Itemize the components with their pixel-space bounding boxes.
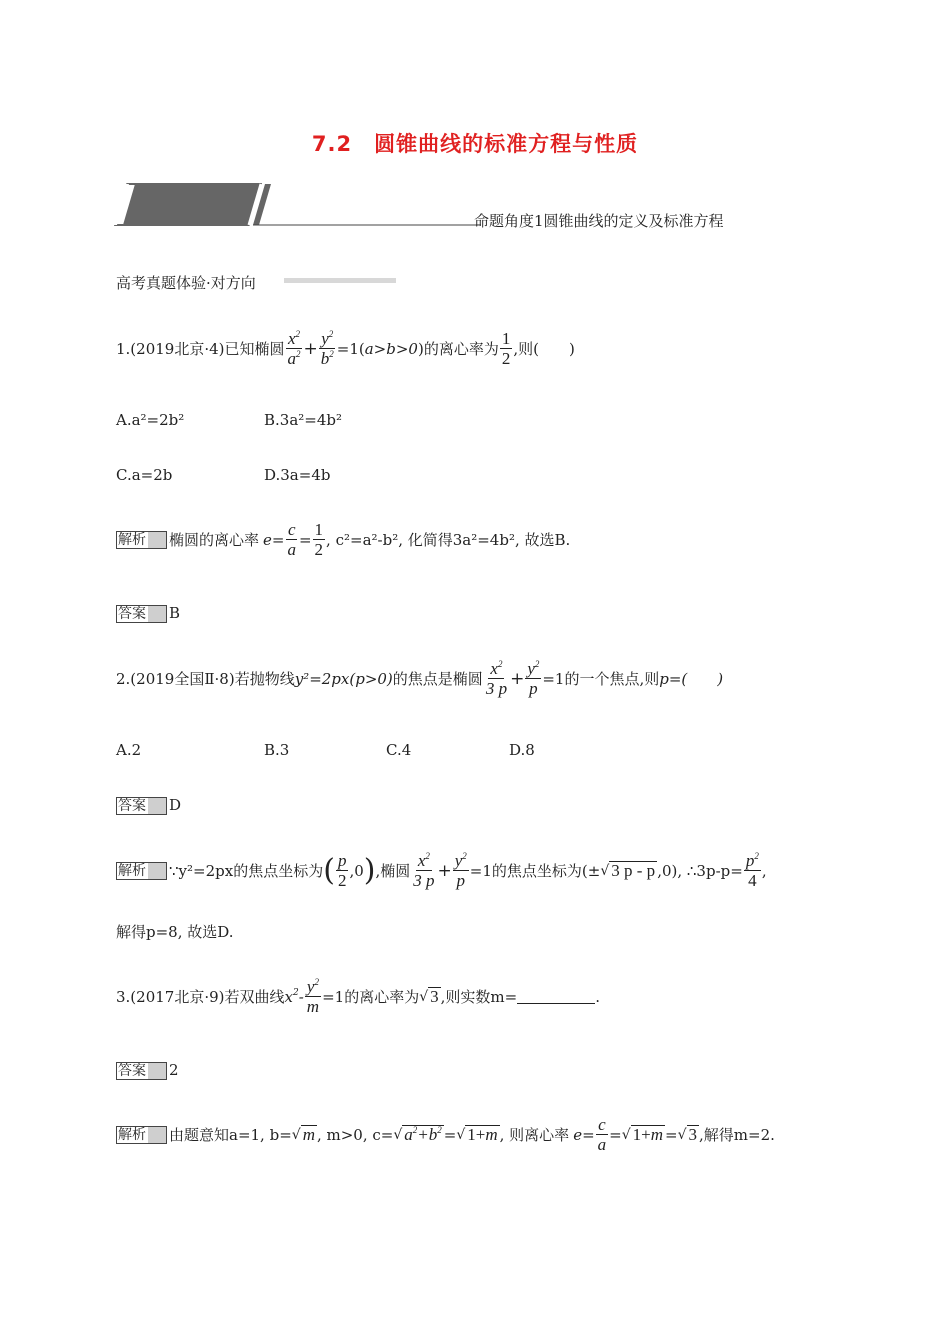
answer-tag: 答案 [116,797,167,815]
q1-option-b: B.3a²=4b² [264,411,343,429]
analysis-tag: 解析 [116,1126,167,1144]
analysis-tag: 解析 [116,862,167,880]
q2-analysis: 解析 ∵y²=2px的焦点坐标为 ( $\frac{p}{2}$ ,0 ) ,椭圆 $\frac{x^2}{3 p}$ + $\frac{y^2}{p}$ =1的焦点坐标为(± √ 3 p - p ,0), ∴3p-p= $\frac{p^2}{4}$ , [118,851,767,890]
q1-option-c: C.a=2b [116,466,173,484]
frac-x2-3p-2: $\frac{x^2}{3 p}$ [413,851,435,890]
q3-analysis: 解析 由题意知a=1, b= √ m , m>0, c= √ $a^2+b^2$ = √ 1+m , 则离心率 e= $\frac{c}{a}$ = √ 1+m = √ 3 ,解得m=2. [118,1115,775,1154]
q2-option-b: B.3 [264,741,290,759]
analysis-tag: 解析 [116,531,167,549]
q1-option-d: D.3a=4b [264,466,331,484]
q1-option-a: A.a²=2b² [116,411,185,429]
answer-tag: 答案 [116,1062,167,1080]
page-title: 7.2 圆锥曲线的标准方程与性质 [311,132,639,156]
q2-option-d: D.8 [509,741,535,759]
frac-one-half: $\frac{1}{2}$ [501,329,511,368]
frac-one-half-2: $\frac{1}{2}$ [314,520,324,559]
q1-stem: 1.(2019北京·4)已知椭圆 $\frac{x^2}{a^2}$ + $\frac{y^2}{b^2}$ =1( a>b>0 )的离心率为 $\frac{1}{2}$ ,则( ) [116,329,575,368]
frac-c-a-2: $\frac{c}{a}$ [597,1115,607,1154]
frac-y2-p: $\frac{y^2}{p}$ [527,659,540,698]
frac-y2-p-2: $\frac{y^2}{p}$ [454,851,467,890]
frac-c-a: $\frac{c}{a}$ [287,520,296,559]
sqrt-m: m [302,1125,315,1144]
q2-option-a: A.2 [116,741,142,759]
frac-p-2: $\frac{p}{2}$ [337,851,347,890]
frac-x2-a2: $\frac{x^2}{a^2}$ [287,329,301,368]
sqrt-3p-p: 3 p - p [611,861,656,880]
sqrt-3-2: 3 [688,1125,698,1144]
q2-analysis-cont: 解得p=8, 故选D. [116,923,234,941]
frac-x2-3p: $\frac{x^2}{3 p}$ [485,659,508,698]
sqrt-a2-b2: $a^2+b^2$ [404,1125,442,1144]
sqrt-1-m-2: 1+m [632,1125,664,1144]
answer-blank[interactable] [517,989,595,1004]
sqrt-1-m: 1+m [467,1125,498,1144]
frac-y2-m: $\frac{y^2}{m}$ [306,977,320,1016]
sqrt-3: 3 [430,987,439,1006]
section-banner [113,183,483,229]
q2-stem: 2.(2019全国Ⅱ·8)若抛物线 y²=2px(p>0) 的焦点是椭圆 $\frac{x^2}{3 p}$ + $\frac{y^2}{p}$ =1的一个焦点,则 p=( ) [116,659,724,698]
sub-heading-bar [284,278,396,283]
section-heading: 命题角度1圆锥曲线的定义及标准方程 [474,212,724,230]
q2-option-c: C.4 [386,741,412,759]
q2-answer: 答案 D [118,796,182,814]
answer-tag: 答案 [116,605,167,623]
sub-heading: 高考真题体验·对方向 [116,274,256,292]
q3-answer: 答案 2 [118,1061,179,1079]
q3-stem: 3.(2017北京·9)若双曲线 $x^2-$ $\frac{y^2}{m}$ =1的离心率为 √ 3 ,则实数m= . [116,977,600,1016]
frac-p2-4: $\frac{p^2}{4}$ [745,851,759,890]
frac-y2-b2: $\frac{y^2}{b^2}$ [320,329,334,368]
q1-answer: 答案 B [118,604,181,622]
q1-analysis: 解析 椭圆的离心率 e= $\frac{c}{a}$ = $\frac{1}{2}$ , c²=a²-b², 化简得3a²=4b², 故选B. [118,520,571,559]
